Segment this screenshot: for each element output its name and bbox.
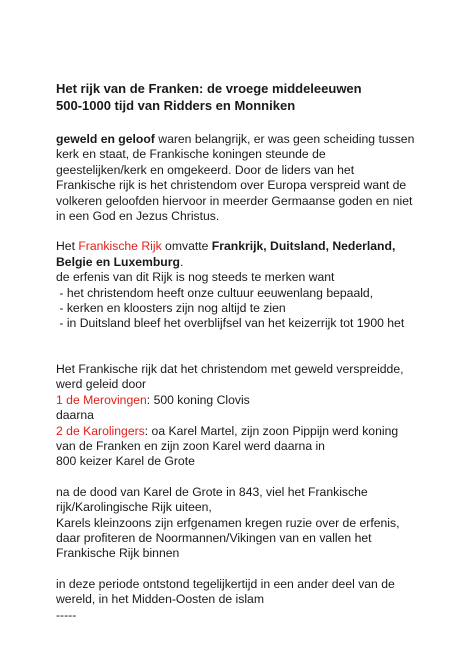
paragraph-dood-karel-line-2: Karels kleinzoons zijn erfgenamen kregen ruzie over de erfenis, daar profiteren de Noormannen/Vikingen van en vallen het Frankische Rijk binnen: [56, 515, 400, 561]
erfenis-line: de erfenis van dit Rijk is nog steeds te merken want: [56, 270, 335, 285]
list-item: - kerken en kloosters zijn nog altijd te zien: [56, 301, 286, 316]
paragraph-islam: in deze periode ontstond tegelijkertijd in een ander deel van de wereld, in het Midden-Oosten de islam: [56, 576, 395, 607]
karolingers-line: [56, 424, 416, 455]
list-item: - het christendom heeft onze cultuur eeuwenlang bepaald,: [56, 285, 374, 300]
paragraph-geweld-en-geloof: [56, 132, 416, 224]
highlight-merovingen: 1 de Merovingen: [56, 392, 147, 407]
p2-mid: omvatte: [161, 239, 212, 254]
daarna-line: daarna: [56, 408, 94, 423]
dash-separator: -----: [56, 607, 77, 622]
paragraph-dood-karel-line-1: na de dood van Karel de Grote in 843, viel het Frankische rijk/Karolingische Rijk uiteen,: [56, 484, 368, 515]
highlight-frankische-rijk: Frankische Rijk: [78, 239, 162, 254]
highlight-karolingers: 2 de Karolingers: [56, 423, 145, 438]
bold-countries: Frankrijk, Duitsland, Nederland, Belgie en Luxemburg: [56, 239, 396, 269]
merovingen-line: [56, 393, 416, 408]
title-line-1: Het rijk van de Franken: de vroege middeleeuwen: [56, 81, 362, 96]
karel-de-grote-line: 800 keizer Karel de Grote: [56, 454, 195, 469]
p2-pre: Het: [56, 239, 79, 254]
merovingen-text: : 500 koning Clovis: [146, 392, 250, 407]
bold-geweld-en-geloof: geweld en geloof: [56, 132, 155, 146]
document-page: [56, 80, 416, 623]
title-line-2: 500-1000 tijd van Ridders en Monniken: [56, 98, 296, 113]
karolingers-text: : oa Karel Martel, zijn zoon Pippijn werd koning van de Franken en zijn zoon Karel werd daarna in: [56, 423, 399, 453]
paragraph-leiders-intro: Het Frankische rijk dat het christendom met geweld verspreidde, werd geleid door: [56, 361, 404, 392]
paragraph-1-text: waren belangrijk, er was geen scheiding tussen kerk en staat, de Frankische koningen steunde de geestelijken/kerk en omgekeerd. Door de liders van het Frankische rijk is het christendom over Europa verspreid want de volkeren geloofden hiervoor in meerder Germaanse goden en niet in een God en Jezus Christus.: [56, 132, 415, 224]
paragraph-frankische-rijk: [56, 239, 416, 270]
p2-end: .: [179, 254, 184, 269]
list-item: - in Duitsland bleef het overblijfsel van het keizerrijk tot 1900 het: [56, 316, 405, 331]
